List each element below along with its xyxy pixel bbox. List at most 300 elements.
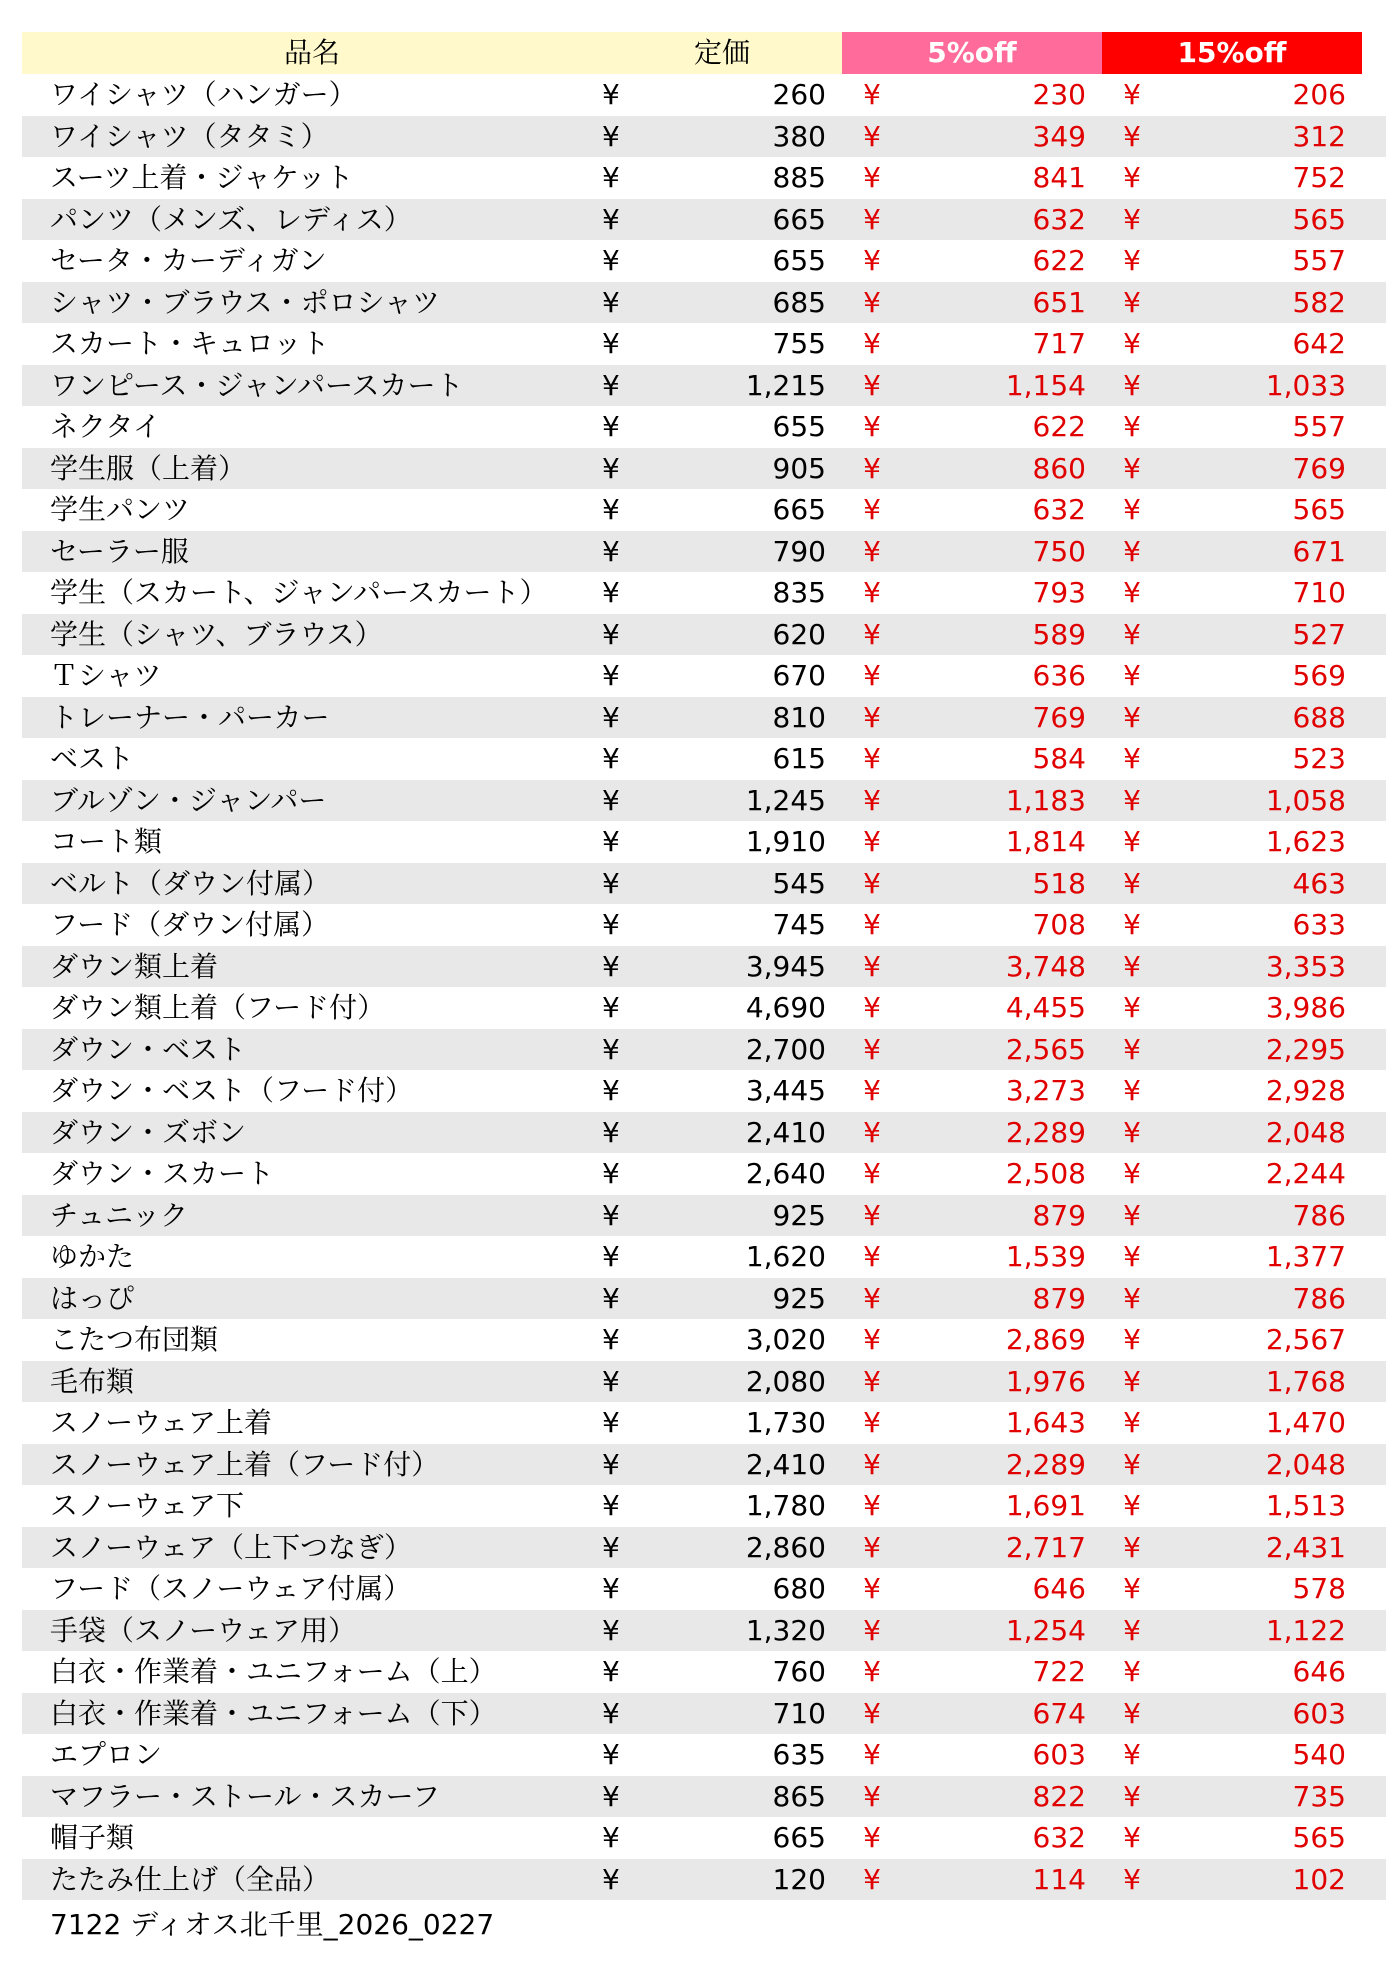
list-price: 620 [772,617,826,651]
currency-symbol: ¥ [602,1696,620,1730]
item-name: ベスト [50,742,135,775]
list-price: 710 [772,1696,826,1730]
currency-symbol: ¥ [863,1530,881,1564]
list-price: 120 [772,1862,826,1896]
price-15off: 565 [1292,202,1346,236]
currency-symbol: ¥ [602,949,620,983]
currency-symbol: ¥ [863,161,881,194]
price-5off: 3,748 [1005,949,1086,983]
table-row [22,240,1386,282]
currency-symbol: ¥ [1123,244,1141,277]
currency-symbol: ¥ [1123,119,1141,153]
table-row [22,1112,1386,1154]
table-row [22,780,1386,822]
currency-symbol: ¥ [1123,783,1141,817]
currency-symbol: ¥ [863,1074,881,1107]
price-15off: 633 [1292,908,1346,941]
table-row [22,738,1386,780]
currency-symbol: ¥ [1123,742,1141,775]
currency-symbol: ¥ [863,1862,881,1896]
table-row [22,1485,1386,1527]
item-name: チュニック [50,1198,189,1232]
currency-symbol: ¥ [1123,866,1141,900]
currency-symbol: ¥ [602,327,620,360]
list-price: 790 [772,534,826,568]
currency-symbol: ¥ [1123,1406,1141,1439]
table-row [22,365,1386,407]
item-name: 学生パンツ [50,493,191,526]
table-row [22,1402,1386,1444]
currency-symbol: ¥ [863,1572,881,1605]
price-5off: 114 [1032,1862,1086,1896]
list-price: 745 [772,908,826,941]
currency-symbol: ¥ [1123,700,1141,734]
list-price: 260 [772,78,826,111]
list-price: 665 [772,202,826,236]
table-row [22,1693,1386,1735]
currency-symbol: ¥ [602,700,620,734]
currency-symbol: ¥ [1123,1655,1141,1688]
list-price: 835 [772,576,826,609]
price-5off: 717 [1032,327,1086,360]
currency-symbol: ¥ [1123,991,1141,1024]
item-name: 学生（シャツ、ブラウス） [50,617,383,651]
currency-symbol: ¥ [602,1655,620,1688]
currency-symbol: ¥ [863,1613,881,1647]
list-price: 1,910 [745,825,826,858]
currency-symbol: ¥ [602,1032,620,1066]
price-5off: 3,273 [1005,1074,1086,1107]
list-price: 2,700 [745,1032,826,1066]
header-price: 定価 [602,32,842,74]
table-row [22,1610,1386,1652]
currency-symbol: ¥ [1123,1364,1141,1398]
item-name: スカート・キュロット [50,327,330,360]
price-5off: 646 [1032,1572,1086,1605]
currency-symbol: ¥ [863,783,881,817]
item-name: トレーナー・パーカー [50,700,330,734]
table-row [22,116,1386,158]
table-row [22,1527,1386,1569]
price-15off: 1,122 [1265,1613,1346,1647]
currency-symbol: ¥ [863,1364,881,1398]
price-15off: 1,377 [1265,1240,1346,1273]
price-15off: 646 [1292,1655,1346,1688]
price-5off: 1,539 [1005,1240,1086,1273]
price-15off: 102 [1292,1862,1346,1896]
currency-symbol: ¥ [863,1738,881,1771]
price-5off: 769 [1032,700,1086,734]
currency-symbol: ¥ [602,534,620,568]
item-name: ダウン・ベスト [50,1032,247,1066]
currency-symbol: ¥ [863,1655,881,1688]
currency-symbol: ¥ [1123,1696,1141,1730]
price-5off: 603 [1032,1738,1086,1771]
price-15off: 786 [1292,1281,1346,1315]
price-15off: 2,244 [1265,1157,1346,1190]
currency-symbol: ¥ [602,908,620,941]
price-5off: 2,717 [1005,1530,1086,1564]
item-name: 毛布類 [50,1364,135,1398]
currency-symbol: ¥ [602,1157,620,1190]
price-5off: 860 [1032,451,1086,485]
currency-symbol: ¥ [602,1115,620,1149]
table-row [22,821,1386,863]
currency-symbol: ¥ [1123,451,1141,485]
list-price: 760 [772,1655,826,1688]
item-name: 白衣・作業着・ユニフォーム（下） [50,1696,497,1730]
list-price: 905 [772,451,826,485]
currency-symbol: ¥ [1123,1198,1141,1232]
price-15off: 569 [1292,659,1346,692]
list-price: 545 [772,866,826,900]
header-5off: 5%off [842,32,1102,74]
currency-symbol: ¥ [602,1530,620,1564]
currency-symbol: ¥ [602,991,620,1024]
table-row [22,157,1386,199]
currency-symbol: ¥ [863,1115,881,1149]
currency-symbol: ¥ [1123,617,1141,651]
price-5off: 822 [1032,1779,1086,1813]
currency-symbol: ¥ [602,1613,620,1647]
currency-symbol: ¥ [602,244,620,277]
price-5off: 349 [1032,119,1086,153]
currency-symbol: ¥ [1123,1240,1141,1273]
price-15off: 565 [1292,1821,1346,1854]
list-price: 380 [772,119,826,153]
table-row [22,323,1386,365]
price-5off: 879 [1032,1281,1086,1315]
item-name: スノーウェア上着（フード付） [50,1447,440,1481]
currency-symbol: ¥ [1123,161,1141,194]
table-row [22,1444,1386,1486]
item-name: ダウン・ズボン [50,1115,247,1149]
table-row [22,1029,1386,1071]
price-15off: 735 [1292,1779,1346,1813]
currency-symbol: ¥ [863,991,881,1024]
currency-symbol: ¥ [863,1821,881,1854]
currency-symbol: ¥ [863,866,881,900]
item-name: ネクタイ [50,410,161,443]
currency-symbol: ¥ [863,285,881,319]
list-price: 2,410 [745,1447,826,1481]
price-15off: 2,928 [1265,1074,1346,1107]
item-name: スーツ上着・ジャケット [50,161,354,194]
list-price: 925 [772,1281,826,1315]
item-name: 帽子類 [50,1821,135,1854]
list-price: 2,640 [745,1157,826,1190]
item-name: Ｔシャツ [50,659,162,692]
currency-symbol: ¥ [863,119,881,153]
price-15off: 671 [1292,534,1346,568]
currency-symbol: ¥ [1123,1074,1141,1107]
currency-symbol: ¥ [1123,1489,1141,1522]
item-name: ワイシャツ（ハンガー） [50,78,357,111]
currency-symbol: ¥ [602,119,620,153]
price-15off: 769 [1292,451,1346,485]
list-price: 1,245 [745,783,826,817]
item-name: シャツ・ブラウス・ポロシャツ [50,285,441,319]
currency-symbol: ¥ [602,1489,620,1522]
currency-symbol: ¥ [863,1489,881,1522]
table-row [22,448,1386,490]
header-15off: 15%off [1102,32,1362,74]
price-15off: 523 [1292,742,1346,775]
price-5off: 4,455 [1005,991,1086,1024]
price-5off: 2,565 [1005,1032,1086,1066]
list-price: 1,780 [745,1489,826,1522]
item-name: ブルゾン・ジャンパー [50,783,327,817]
currency-symbol: ¥ [863,368,881,402]
price-5off: 1,976 [1005,1364,1086,1398]
currency-symbol: ¥ [602,783,620,817]
item-name: はっぴ [50,1281,135,1315]
list-price: 1,320 [745,1613,826,1647]
price-15off: 1,058 [1265,783,1346,817]
currency-symbol: ¥ [602,1862,620,1896]
item-name: マフラー・ストール・スカーフ [50,1779,441,1813]
item-name: スノーウェア上着 [50,1406,273,1439]
currency-symbol: ¥ [602,1364,620,1398]
currency-symbol: ¥ [602,78,620,111]
currency-symbol: ¥ [602,410,620,443]
item-name: スノーウェア下 [50,1489,245,1522]
item-name: ワンピース・ジャンパースカート [50,368,464,402]
table-row [22,1278,1386,1320]
table-row [22,946,1386,988]
currency-symbol: ¥ [863,1406,881,1439]
currency-symbol: ¥ [1123,908,1141,941]
item-name: フード（ダウン付属） [50,908,330,941]
price-table [22,32,1386,1946]
list-price: 755 [772,327,826,360]
currency-symbol: ¥ [602,1240,620,1273]
price-15off: 2,048 [1265,1115,1346,1149]
currency-symbol: ¥ [863,78,881,111]
price-5off: 1,154 [1005,368,1086,402]
currency-symbol: ¥ [863,1281,881,1315]
price-5off: 1,183 [1005,783,1086,817]
currency-symbol: ¥ [1123,1821,1141,1854]
price-5off: 230 [1032,78,1086,111]
currency-symbol: ¥ [602,742,620,775]
table-row [22,1361,1386,1403]
price-5off: 708 [1032,908,1086,941]
list-price: 3,020 [745,1323,826,1356]
price-15off: 2,048 [1265,1447,1346,1481]
price-5off: 584 [1032,742,1086,775]
price-5off: 589 [1032,617,1086,651]
item-name: ワイシャツ（タタミ） [50,119,329,153]
currency-symbol: ¥ [863,1240,881,1273]
item-name: フード（スノーウェア付属） [50,1572,412,1605]
currency-symbol: ¥ [863,949,881,983]
price-15off: 557 [1292,410,1346,443]
list-price: 925 [772,1198,826,1232]
currency-symbol: ¥ [602,1198,620,1232]
price-15off: 312 [1292,119,1346,153]
item-name: ダウン・ベスト（フード付） [50,1074,414,1107]
footer-note: 7122 ディオス北千里_2026_0227 [50,1908,495,1941]
item-name: たたみ仕上げ（全品） [50,1862,331,1896]
table-row [22,1568,1386,1610]
price-5off: 622 [1032,410,1086,443]
currency-symbol: ¥ [602,1447,620,1481]
list-price: 885 [772,161,826,194]
list-price: 655 [772,244,826,277]
price-15off: 1,623 [1265,825,1346,858]
currency-symbol: ¥ [1123,493,1141,526]
currency-symbol: ¥ [863,617,881,651]
currency-symbol: ¥ [602,1779,620,1813]
currency-symbol: ¥ [1123,1157,1141,1190]
currency-symbol: ¥ [1123,368,1141,402]
currency-symbol: ¥ [863,202,881,236]
currency-symbol: ¥ [602,866,620,900]
currency-symbol: ¥ [1123,78,1141,111]
currency-symbol: ¥ [602,1406,620,1439]
price-5off: 841 [1032,161,1086,194]
price-5off: 636 [1032,659,1086,692]
currency-symbol: ¥ [863,244,881,277]
price-5off: 2,869 [1005,1323,1086,1356]
price-5off: 879 [1032,1198,1086,1232]
currency-symbol: ¥ [1123,327,1141,360]
table-row [22,572,1386,614]
price-15off: 1,470 [1265,1406,1346,1439]
currency-symbol: ¥ [1123,1779,1141,1813]
currency-symbol: ¥ [1123,1530,1141,1564]
currency-symbol: ¥ [602,1074,620,1107]
price-5off: 1,691 [1005,1489,1086,1522]
currency-symbol: ¥ [1123,534,1141,568]
currency-symbol: ¥ [863,327,881,360]
currency-symbol: ¥ [1123,949,1141,983]
table-row [22,1817,1386,1859]
price-15off: 603 [1292,1696,1346,1730]
table-row [22,282,1386,324]
currency-symbol: ¥ [602,493,620,526]
currency-symbol: ¥ [863,1157,881,1190]
currency-symbol: ¥ [1123,1115,1141,1149]
currency-symbol: ¥ [863,493,881,526]
item-name: 手袋（スノーウェア用） [50,1613,357,1647]
item-name: セーラー服 [50,534,189,568]
item-name: こたつ布団類 [50,1323,219,1356]
price-5off: 1,814 [1005,825,1086,858]
table-row [22,655,1386,697]
list-price: 670 [772,659,826,692]
table-row [22,1153,1386,1195]
item-name: エプロン [50,1738,163,1771]
item-name: 白衣・作業着・ユニフォーム（上） [50,1655,497,1688]
currency-symbol: ¥ [602,1572,620,1605]
currency-symbol: ¥ [1123,659,1141,692]
list-price: 2,080 [745,1364,826,1398]
currency-symbol: ¥ [602,451,620,485]
currency-symbol: ¥ [1123,1447,1141,1481]
list-price: 865 [772,1779,826,1813]
item-name: コート類 [50,825,163,858]
price-15off: 786 [1292,1198,1346,1232]
table-row [22,614,1386,656]
currency-symbol: ¥ [863,451,881,485]
currency-symbol: ¥ [863,1323,881,1356]
currency-symbol: ¥ [863,700,881,734]
table-row [22,1859,1386,1901]
price-15off: 557 [1292,244,1346,277]
currency-symbol: ¥ [602,1821,620,1854]
currency-symbol: ¥ [602,1323,620,1356]
table-row [22,863,1386,905]
price-5off: 651 [1032,285,1086,319]
list-price: 635 [772,1738,826,1771]
currency-symbol: ¥ [863,1032,881,1066]
currency-symbol: ¥ [863,1447,881,1481]
table-row [22,199,1386,241]
currency-symbol: ¥ [602,202,620,236]
header-name: 品名 [22,32,602,74]
item-name: 学生（スカート、ジャンパースカート） [50,576,548,609]
price-15off: 2,567 [1265,1323,1346,1356]
item-name: セータ・カーディガン [50,244,327,277]
price-15off: 578 [1292,1572,1346,1605]
price-15off: 3,986 [1265,991,1346,1024]
table-row [22,987,1386,1029]
list-price: 2,410 [745,1115,826,1149]
table-row [22,1236,1386,1278]
price-15off: 527 [1292,617,1346,651]
table-row [22,697,1386,739]
list-price: 1,215 [745,368,826,402]
list-price: 3,945 [745,949,826,983]
currency-symbol: ¥ [1123,1613,1141,1647]
currency-symbol: ¥ [602,1281,620,1315]
currency-symbol: ¥ [1123,1862,1141,1896]
list-price: 665 [772,493,826,526]
item-name: 学生服（上着） [50,451,247,485]
price-5off: 632 [1032,1821,1086,1854]
price-15off: 1,033 [1265,368,1346,402]
currency-symbol: ¥ [863,1198,881,1232]
list-price: 2,860 [745,1530,826,1564]
currency-symbol: ¥ [602,368,620,402]
item-name: ダウン・スカート [50,1157,275,1190]
currency-symbol: ¥ [602,1738,620,1771]
table-body [22,74,1386,1900]
price-15off: 710 [1292,576,1346,609]
price-5off: 2,289 [1005,1447,1086,1481]
price-5off: 1,254 [1005,1613,1086,1647]
table-row [22,1734,1386,1776]
item-name: ダウン類上着 [50,949,219,983]
item-name: ダウン類上着（フード付） [50,991,386,1024]
list-price: 615 [772,742,826,775]
currency-symbol: ¥ [863,410,881,443]
currency-symbol: ¥ [602,285,620,319]
currency-symbol: ¥ [602,825,620,858]
price-15off: 3,353 [1265,949,1346,983]
price-15off: 565 [1292,493,1346,526]
currency-symbol: ¥ [602,659,620,692]
price-5off: 622 [1032,244,1086,277]
list-price: 680 [772,1572,826,1605]
price-5off: 632 [1032,493,1086,526]
price-15off: 2,431 [1265,1530,1346,1564]
currency-symbol: ¥ [863,534,881,568]
currency-symbol: ¥ [863,908,881,941]
price-5off: 793 [1032,576,1086,609]
